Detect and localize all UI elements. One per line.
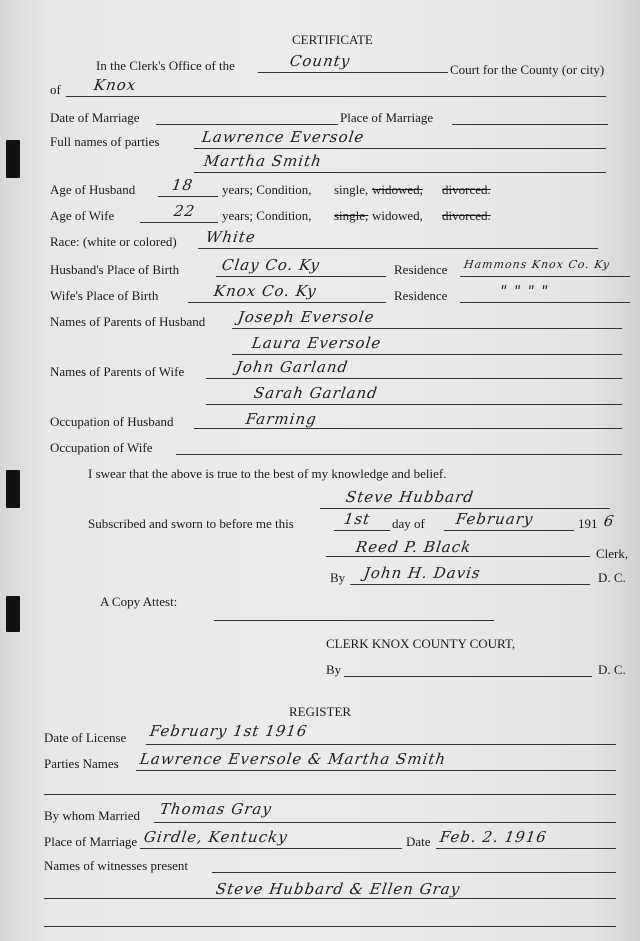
deputy-signature: John H. Davis: [362, 564, 482, 582]
place-label: Place of Marriage: [44, 834, 138, 849]
date-line: [156, 124, 338, 125]
wife-father-value: John Garland: [234, 358, 350, 376]
husband-residence-line: [460, 276, 630, 277]
by-line-2: [344, 676, 592, 677]
parties-label: Parties Names: [44, 756, 119, 771]
binder-hole: [6, 596, 20, 632]
age-wife-line: [140, 222, 218, 223]
date-of-marriage-label: Date of Marriage: [50, 110, 140, 125]
month-line: [444, 530, 574, 531]
age-husband-line: [158, 196, 218, 197]
wife-birth-label: Wife's Place of Birth: [50, 288, 159, 303]
married-by-label: By whom Married: [44, 808, 141, 823]
full-names-label: Full names of parties: [50, 134, 160, 149]
occupation-wife-label: Occupation of Wife: [50, 440, 153, 455]
divorced-label: divorced.: [442, 182, 491, 197]
clerk-label: Clerk,: [596, 546, 629, 561]
license-label: Date of License: [44, 730, 127, 745]
residence-label-2: Residence: [394, 288, 448, 303]
husband-residence-value: Hammons Knox Co. Ky: [463, 258, 611, 271]
year-prefix: 191: [578, 516, 598, 531]
court-label: Court for the County (or city): [450, 62, 605, 77]
county-line: [66, 96, 606, 97]
swear-statement: I swear that the above is true to the best of my knowledge and belief.: [88, 466, 447, 481]
place-line-register: [140, 848, 402, 849]
year-digit: 6: [602, 512, 616, 530]
occupation-husband-line: [194, 428, 622, 429]
parties-value: Lawrence Eversole & Martha Smith: [138, 750, 448, 768]
court-line: [258, 72, 448, 73]
residence-label: Residence: [394, 262, 448, 277]
county-value: Knox: [92, 76, 138, 94]
husband-mother-value: Laura Eversole: [250, 334, 383, 352]
wife-name-value: Martha Smith: [202, 152, 324, 170]
copy-attest-label: A Copy Attest:: [100, 594, 178, 609]
married-by-line: [154, 822, 616, 823]
husband-father-value: Joseph Eversole: [236, 308, 376, 326]
husband-birth-value: Clay Co. Ky: [220, 256, 322, 274]
single-label: single,: [334, 182, 369, 197]
wife-birth-value: Knox Co. Ky: [212, 282, 318, 300]
years-condition: years; Condition,: [222, 182, 312, 197]
husband-name-value: Lawrence Eversole: [200, 128, 366, 146]
date-value: Feb. 2. 1916: [438, 828, 549, 846]
register-title: REGISTER: [288, 704, 352, 719]
witnesses-line-3: [44, 926, 616, 927]
age-husband-label: Age of Husband: [50, 182, 136, 197]
witnesses-line: [212, 872, 616, 873]
attest-line: [214, 620, 494, 621]
license-date-value: February 1st 1916: [148, 722, 309, 740]
parents-wife-line-2: [206, 404, 622, 405]
wife-residence-value: " " " ": [498, 282, 551, 300]
single-label-2: single,: [334, 208, 369, 223]
parents-husband-line-2: [232, 354, 622, 355]
husband-birth-label: Husband's Place of Birth: [50, 262, 180, 277]
certificate-title: CERTIFICATE: [292, 32, 373, 47]
names-line: [194, 148, 606, 149]
race-line: [198, 248, 598, 249]
occupation-husband-label: Occupation of Husband: [50, 414, 174, 429]
parents-husband-label: Names of Parents of Husband: [50, 314, 206, 329]
license-line: [146, 744, 616, 745]
day-line: [334, 530, 390, 531]
binder-hole: [6, 470, 20, 508]
husband-birth-line: [216, 276, 386, 277]
parents-wife-label: Names of Parents of Wife: [50, 364, 185, 379]
witnesses-line-2: [44, 898, 616, 899]
witnesses-label: Names of witnesses present: [44, 858, 189, 873]
age-wife-label: Age of Wife: [50, 208, 115, 223]
day-value: 1st: [342, 510, 372, 528]
dc-label-2: D. C.: [598, 662, 626, 677]
affiant-line: [320, 508, 610, 509]
affiant-signature: Steve Hubbard: [344, 488, 476, 506]
occupation-husband-value: Farming: [244, 410, 319, 428]
by-label: By: [330, 570, 346, 585]
subscribed-label: Subscribed and sworn to before me this: [88, 516, 294, 531]
wife-birth-line: [188, 302, 386, 303]
day-of-label: day of: [392, 516, 425, 531]
married-by-value: Thomas Gray: [158, 800, 274, 818]
years-condition-2: years; Condition,: [222, 208, 312, 223]
dc-label: D. C.: [598, 570, 626, 585]
age-wife-value: 22: [172, 202, 197, 220]
age-husband-value: 18: [170, 176, 195, 194]
parents-wife-line: [206, 378, 622, 379]
parents-husband-line: [232, 328, 622, 329]
date-line-register: [436, 848, 616, 849]
race-label: Race: (white or colored): [50, 234, 177, 249]
place-line: [452, 124, 608, 125]
by-label-2: By: [326, 662, 342, 677]
wife-mother-value: Sarah Garland: [252, 384, 380, 402]
wife-residence-line: [460, 302, 630, 303]
divorced-label-2: divorced.: [442, 208, 491, 223]
widowed-label: widowed,: [372, 182, 423, 197]
court-type-value: County: [288, 52, 352, 70]
clerk-court-label: CLERK KNOX COUNTY COURT,: [326, 636, 516, 651]
widowed-label-2: widowed,: [372, 208, 423, 223]
clerk-signature: Reed P. Black: [354, 538, 473, 556]
parties-line: [136, 770, 616, 771]
register-blank-line: [44, 794, 616, 795]
place-value: Girdle, Kentucky: [142, 828, 290, 846]
date-label: Date: [406, 834, 431, 849]
occupation-wife-line: [176, 454, 622, 455]
race-value: White: [204, 228, 258, 246]
deputy-line: [350, 584, 590, 585]
names-line-2: [194, 172, 606, 173]
clerk-office-label: In the Clerk's Office of the: [96, 58, 235, 73]
place-of-marriage-label: Place of Marriage: [340, 110, 434, 125]
witnesses-value: Steve Hubbard & Ellen Gray: [214, 880, 462, 898]
clerk-line: [326, 556, 590, 557]
of-label: of: [50, 82, 61, 97]
month-value: February: [454, 510, 535, 528]
binder-hole: [6, 140, 20, 178]
